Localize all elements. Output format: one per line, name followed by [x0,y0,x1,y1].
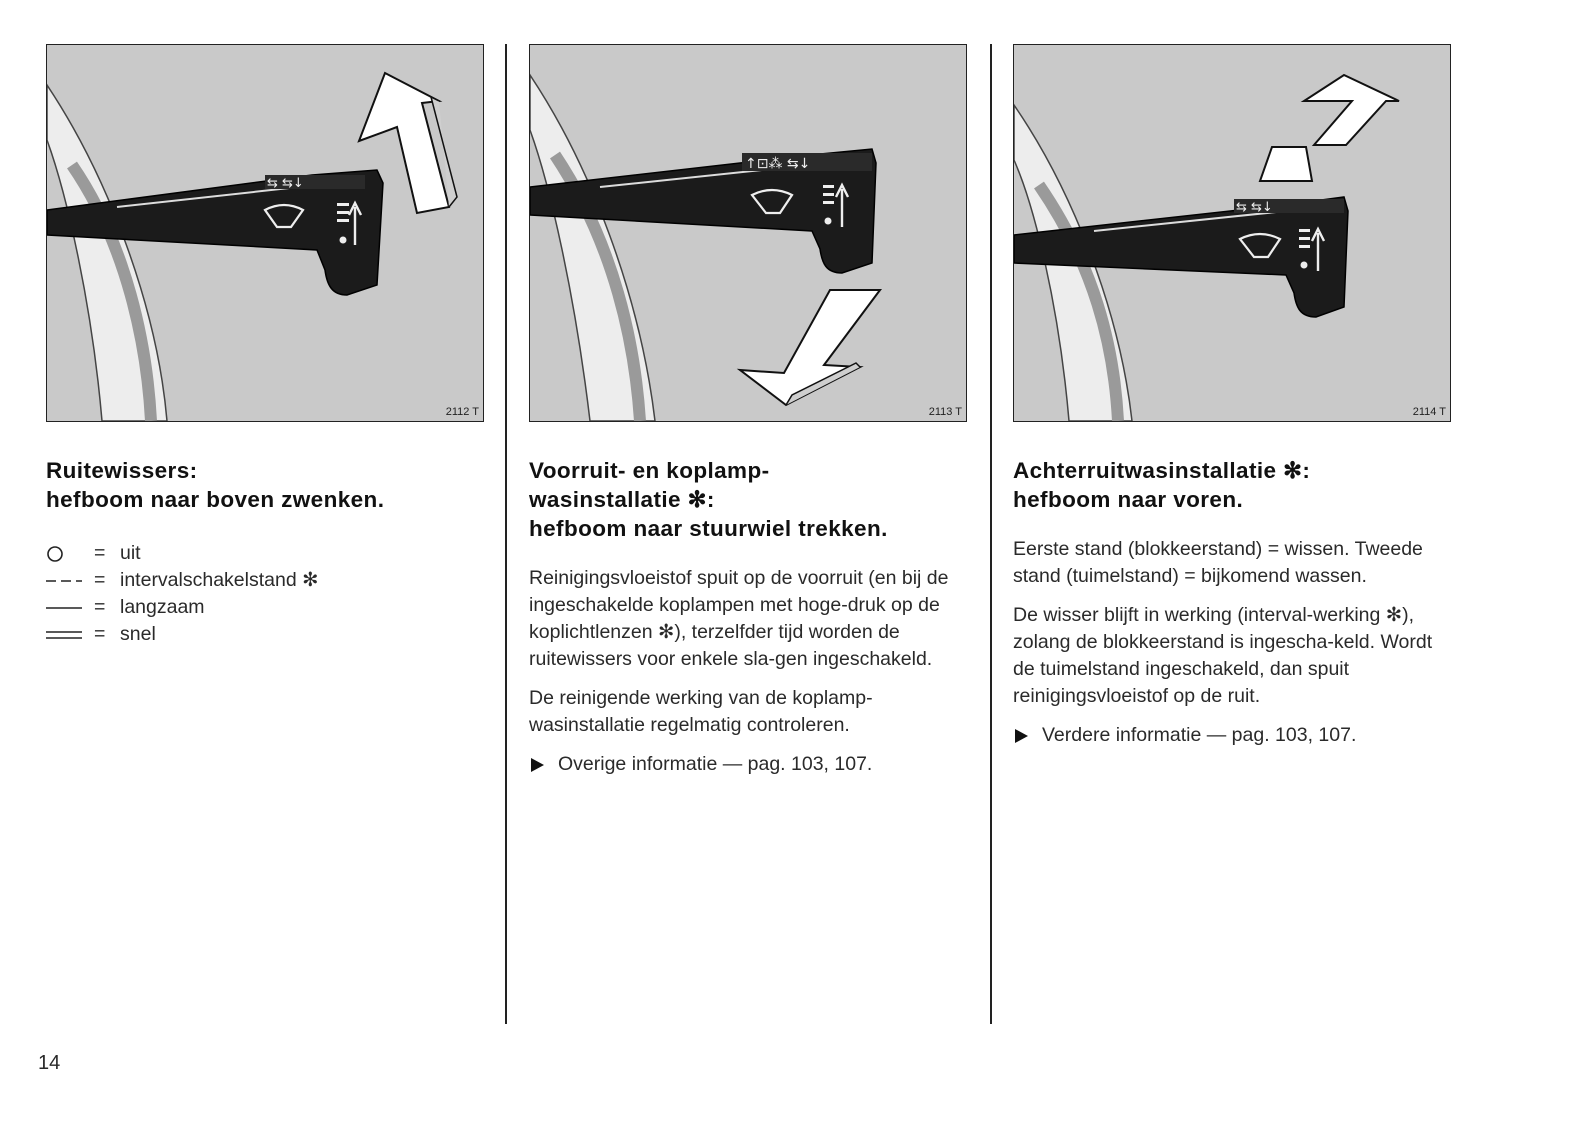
figure-wiper-lever-forward [1013,44,1451,422]
body-paragraph: Reinigingsvloeistof spuit op de voorruit (en bij de ingeschakelde koplampen met hoge-druk op de koplichtlenzen ✻), terzelfder tijd worden de ruitewissers voor enkele sla-gen ingeschakeld. [529,567,949,670]
column-divider [990,44,992,1024]
body-paragraph: Eerste stand (blokkeerstand) = wissen. Tweede stand (tuimelstand) = bijkomend wassen. [1013,538,1423,587]
section-rear-washer [1013,44,1453,749]
heading-line: Voorruit- en koplamp- [529,458,770,483]
equals-sign: = [94,596,106,618]
page-reference [1013,722,1453,749]
reference-text: Verdere informatie — pag. 103, 107. [1042,724,1357,746]
heading-line: hefboom naar voren. [1013,487,1244,512]
triangle-arrow-icon [1015,729,1028,743]
legend-text: snel [120,623,156,645]
heading-line: Achterruitwasinstallatie ✻: [1013,458,1311,483]
svg-text:⇆ ⇆↓: ⇆ ⇆↓ [267,176,304,191]
body-paragraph: De reinigende werking van de koplamp-wasinstallatie regelmatig controleren. [529,687,873,736]
page-reference [529,751,969,778]
legend-text: langzaam [120,596,205,618]
section-body [529,565,969,778]
section-body [1013,536,1453,749]
legend-text: uit [120,542,141,564]
figure-code: 2112 T [445,406,479,418]
triangle-arrow-icon [531,758,544,772]
legend-row-interval [46,567,486,594]
column-divider [505,44,507,1024]
section-heading [1013,456,1453,514]
wiper-position-legend [46,540,486,648]
section-wipers [46,44,486,648]
circle-symbol-icon [46,544,94,564]
wiper-lever-pull-illustration [530,45,966,421]
dashed-line-symbol-icon [46,575,94,587]
heading-line: hefboom naar boven zwenken. [46,487,385,512]
section-heading [529,456,969,543]
equals-sign: = [94,623,106,645]
legend-text: intervalschakelstand ✻ [120,569,319,591]
single-line-symbol-icon [46,602,94,614]
heading-line: hefboom naar stuurwiel trekken. [529,516,888,541]
figure-code: 2113 T [928,406,962,418]
legend-row-off [46,540,486,567]
figure-code: 2114 T [1412,406,1446,418]
heading-line: Ruitewissers: [46,458,198,483]
heading-line: wasinstallatie ✻: [529,487,715,512]
section-heading [46,456,486,514]
equals-sign: = [94,569,106,591]
double-line-symbol-icon [46,628,94,642]
body-paragraph: De wisser blijft in werking (interval-werking ✻), zolang de blokkeerstand is ingescha-keld. Wordt de tuimelstand ingeschakeld, dan spuit reinigingsvloeistof op de ruit. [1013,604,1433,707]
figure-wiper-lever-up [46,44,484,422]
legend-row-fast [46,621,486,648]
legend-row-slow [46,594,486,621]
section-windscreen-headlamp-washer [529,44,969,778]
svg-text:⇆ ⇆↓: ⇆ ⇆↓ [1236,200,1273,215]
wiper-lever-forward-illustration [1014,45,1450,421]
wiper-lever-up-illustration [47,45,483,421]
figure-wiper-lever-pull [529,44,967,422]
equals-sign: = [94,542,106,564]
svg-text:↑⊡⁂ ⇆↓: ↑⊡⁂ ⇆↓ [745,156,811,172]
page-number: 14 [38,1052,61,1074]
reference-text: Overige informatie — pag. 103, 107. [558,753,873,775]
